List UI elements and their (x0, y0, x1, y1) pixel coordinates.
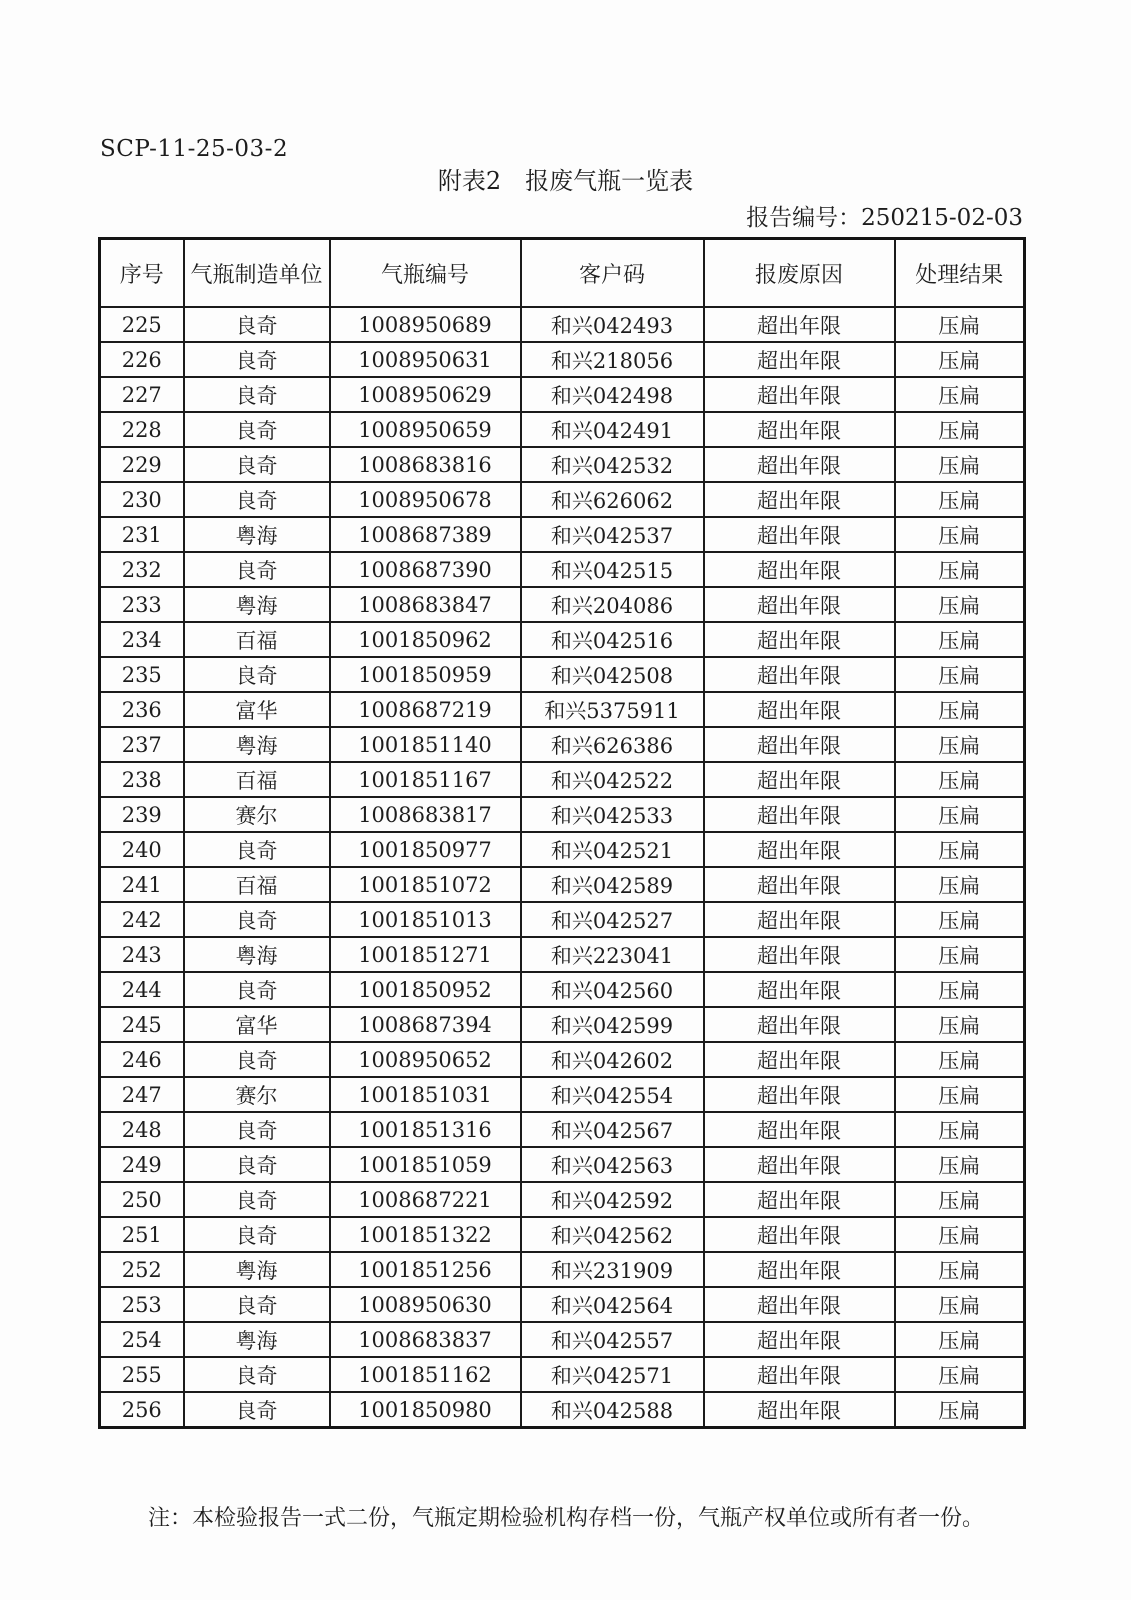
cell-scrap-reason: 超出年限 (704, 1392, 895, 1428)
cell-scrap-reason: 超出年限 (704, 972, 895, 1007)
cell-customer-code: 和兴042491 (521, 412, 704, 447)
table-row (100, 552, 1025, 587)
table-row (100, 727, 1025, 762)
page-title: 附表2 报废气瓶一览表 (437, 167, 694, 195)
cell-scrap-reason: 超出年限 (704, 552, 895, 587)
cell-serial: 233 (100, 587, 184, 622)
cell-result: 压扁 (895, 342, 1025, 377)
cell-cylinder-no: 1001851031 (330, 1077, 521, 1112)
cell-result: 压扁 (895, 552, 1025, 587)
cell-result: 压扁 (895, 1357, 1025, 1392)
table-row (100, 657, 1025, 692)
cell-result: 压扁 (895, 412, 1025, 447)
cell-manufacturer: 粤海 (184, 937, 330, 972)
cell-scrap-reason: 超出年限 (704, 867, 895, 902)
cell-serial: 255 (100, 1357, 184, 1392)
cell-serial: 247 (100, 1077, 184, 1112)
cell-scrap-reason: 超出年限 (704, 797, 895, 832)
cell-scrap-reason: 超出年限 (704, 1182, 895, 1217)
col-header-scrap-reason: 报废原因 (704, 239, 895, 308)
cell-cylinder-no: 1008683817 (330, 797, 521, 832)
table-row (100, 1042, 1025, 1077)
cell-serial: 226 (100, 342, 184, 377)
cell-customer-code: 和兴042527 (521, 902, 704, 937)
cell-manufacturer: 粤海 (184, 1322, 330, 1357)
cell-cylinder-no: 1008687389 (330, 517, 521, 552)
cell-scrap-reason: 超出年限 (704, 1077, 895, 1112)
cell-cylinder-no: 1001851059 (330, 1147, 521, 1182)
table-row (100, 1077, 1025, 1112)
cell-cylinder-no: 1001851316 (330, 1112, 521, 1147)
cell-cylinder-no: 1001851322 (330, 1217, 521, 1252)
cell-serial: 227 (100, 377, 184, 412)
cell-serial: 243 (100, 937, 184, 972)
cell-scrap-reason: 超出年限 (704, 1112, 895, 1147)
cell-manufacturer: 良奇 (184, 307, 330, 342)
table-row (100, 1322, 1025, 1357)
cell-scrap-reason: 超出年限 (704, 657, 895, 692)
cell-manufacturer: 良奇 (184, 1357, 330, 1392)
cell-scrap-reason: 超出年限 (704, 1147, 895, 1182)
cell-manufacturer: 良奇 (184, 1287, 330, 1322)
cell-serial: 253 (100, 1287, 184, 1322)
table-row (100, 307, 1025, 342)
cell-manufacturer: 百福 (184, 867, 330, 902)
cell-manufacturer: 良奇 (184, 447, 330, 482)
table-row (100, 1182, 1025, 1217)
cell-serial: 249 (100, 1147, 184, 1182)
cell-scrap-reason: 超出年限 (704, 1322, 895, 1357)
cell-result: 压扁 (895, 1147, 1025, 1182)
cell-serial: 256 (100, 1392, 184, 1428)
cell-result: 压扁 (895, 902, 1025, 937)
cell-result: 压扁 (895, 1287, 1025, 1322)
cell-result: 压扁 (895, 797, 1025, 832)
cell-customer-code: 和兴042533 (521, 797, 704, 832)
cell-customer-code: 和兴042571 (521, 1357, 704, 1392)
cell-result: 压扁 (895, 1322, 1025, 1357)
cell-serial: 248 (100, 1112, 184, 1147)
cell-customer-code: 和兴042554 (521, 1077, 704, 1112)
cell-scrap-reason: 超出年限 (704, 1007, 895, 1042)
cell-manufacturer: 粤海 (184, 727, 330, 762)
cell-scrap-reason: 超出年限 (704, 762, 895, 797)
cell-customer-code: 和兴042493 (521, 307, 704, 342)
cell-result: 压扁 (895, 1007, 1025, 1042)
cell-result: 压扁 (895, 307, 1025, 342)
table-row (100, 797, 1025, 832)
cell-result: 压扁 (895, 1042, 1025, 1077)
cell-cylinder-no: 1001851167 (330, 762, 521, 797)
table-body (100, 307, 1025, 1428)
cell-customer-code: 和兴042560 (521, 972, 704, 1007)
table-row (100, 517, 1025, 552)
cell-result: 压扁 (895, 727, 1025, 762)
cell-result: 压扁 (895, 832, 1025, 867)
cell-scrap-reason: 超出年限 (704, 622, 895, 657)
cell-result: 压扁 (895, 657, 1025, 692)
cell-customer-code: 和兴042537 (521, 517, 704, 552)
cell-serial: 239 (100, 797, 184, 832)
cell-customer-code: 和兴042508 (521, 657, 704, 692)
cell-scrap-reason: 超出年限 (704, 727, 895, 762)
cell-serial: 230 (100, 482, 184, 517)
table-row (100, 587, 1025, 622)
document-code: SCP-11-25-03-2 (100, 136, 289, 162)
footnote: 注：本检验报告一式二份，气瓶定期检验机构存档一份，气瓶产权单位或所有者一份。 (148, 1506, 985, 1531)
cell-customer-code: 和兴042522 (521, 762, 704, 797)
cell-manufacturer: 赛尔 (184, 797, 330, 832)
cell-scrap-reason: 超出年限 (704, 517, 895, 552)
cell-customer-code: 和兴626386 (521, 727, 704, 762)
col-header-result: 处理结果 (895, 239, 1025, 308)
cell-customer-code: 和兴042557 (521, 1322, 704, 1357)
cell-manufacturer: 良奇 (184, 1217, 330, 1252)
cell-scrap-reason: 超出年限 (704, 342, 895, 377)
cell-serial: 240 (100, 832, 184, 867)
cell-manufacturer: 良奇 (184, 412, 330, 447)
table-row (100, 412, 1025, 447)
cell-manufacturer: 良奇 (184, 342, 330, 377)
cell-customer-code: 和兴223041 (521, 937, 704, 972)
table-row (100, 482, 1025, 517)
cell-customer-code: 和兴626062 (521, 482, 704, 517)
cell-scrap-reason: 超出年限 (704, 482, 895, 517)
cell-manufacturer: 粤海 (184, 587, 330, 622)
cell-cylinder-no: 1008950631 (330, 342, 521, 377)
cell-manufacturer: 良奇 (184, 1182, 330, 1217)
table-row (100, 832, 1025, 867)
table-row (100, 1357, 1025, 1392)
table-row (100, 622, 1025, 657)
cell-scrap-reason: 超出年限 (704, 1042, 895, 1077)
table-row (100, 1217, 1025, 1252)
cell-serial: 231 (100, 517, 184, 552)
report-number-value: 250215-02-03 (861, 205, 1023, 231)
cell-manufacturer: 良奇 (184, 1147, 330, 1182)
cell-scrap-reason: 超出年限 (704, 307, 895, 342)
cell-cylinder-no: 1008950678 (330, 482, 521, 517)
cell-manufacturer: 良奇 (184, 1112, 330, 1147)
cell-result: 压扁 (895, 622, 1025, 657)
cell-scrap-reason: 超出年限 (704, 1252, 895, 1287)
cell-customer-code: 和兴042516 (521, 622, 704, 657)
cell-serial: 228 (100, 412, 184, 447)
cell-customer-code: 和兴042592 (521, 1182, 704, 1217)
cell-result: 压扁 (895, 1182, 1025, 1217)
cell-cylinder-no: 1008950629 (330, 377, 521, 412)
col-header-manufacturer: 气瓶制造单位 (184, 239, 330, 308)
cell-customer-code: 和兴042521 (521, 832, 704, 867)
report-number (746, 199, 1023, 232)
cell-cylinder-no: 1001850977 (330, 832, 521, 867)
cell-cylinder-no: 1001851013 (330, 902, 521, 937)
cell-serial: 236 (100, 692, 184, 727)
cell-scrap-reason: 超出年限 (704, 832, 895, 867)
cell-manufacturer: 良奇 (184, 377, 330, 412)
cell-manufacturer: 良奇 (184, 657, 330, 692)
cell-manufacturer: 赛尔 (184, 1077, 330, 1112)
cell-scrap-reason: 超出年限 (704, 377, 895, 412)
cell-scrap-reason: 超出年限 (704, 1287, 895, 1322)
cell-manufacturer: 良奇 (184, 482, 330, 517)
cell-customer-code: 和兴5375911 (521, 692, 704, 727)
cell-customer-code: 和兴042589 (521, 867, 704, 902)
cell-manufacturer: 富华 (184, 692, 330, 727)
col-header-cylinder-no: 气瓶编号 (330, 239, 521, 308)
cell-cylinder-no: 1001850962 (330, 622, 521, 657)
cell-scrap-reason: 超出年限 (704, 412, 895, 447)
cell-manufacturer: 粤海 (184, 1252, 330, 1287)
table-row (100, 377, 1025, 412)
cell-manufacturer: 良奇 (184, 902, 330, 937)
cell-cylinder-no: 1001851162 (330, 1357, 521, 1392)
cell-result: 压扁 (895, 762, 1025, 797)
col-header-serial: 序号 (100, 239, 184, 308)
cell-cylinder-no: 1001851256 (330, 1252, 521, 1287)
cell-cylinder-no: 1008687390 (330, 552, 521, 587)
cell-manufacturer: 良奇 (184, 1392, 330, 1428)
cell-result: 压扁 (895, 1217, 1025, 1252)
cell-cylinder-no: 1001851072 (330, 867, 521, 902)
col-header-customer-code: 客户码 (521, 239, 704, 308)
table-row (100, 937, 1025, 972)
cell-manufacturer: 富华 (184, 1007, 330, 1042)
cell-result: 压扁 (895, 517, 1025, 552)
cell-scrap-reason: 超出年限 (704, 1357, 895, 1392)
cell-cylinder-no: 1001850959 (330, 657, 521, 692)
cell-serial: 254 (100, 1322, 184, 1357)
cell-cylinder-no: 1008687221 (330, 1182, 521, 1217)
cell-result: 压扁 (895, 377, 1025, 412)
cell-scrap-reason: 超出年限 (704, 1217, 895, 1252)
cell-serial: 225 (100, 307, 184, 342)
cell-customer-code: 和兴042562 (521, 1217, 704, 1252)
table-row (100, 447, 1025, 482)
cell-result: 压扁 (895, 972, 1025, 1007)
cell-serial: 238 (100, 762, 184, 797)
cell-customer-code: 和兴042498 (521, 377, 704, 412)
cell-result: 压扁 (895, 1252, 1025, 1287)
cell-customer-code: 和兴204086 (521, 587, 704, 622)
cell-customer-code: 和兴042563 (521, 1147, 704, 1182)
cell-cylinder-no: 1008950652 (330, 1042, 521, 1077)
cell-manufacturer: 良奇 (184, 552, 330, 587)
cell-scrap-reason: 超出年限 (704, 447, 895, 482)
cell-result: 压扁 (895, 1077, 1025, 1112)
table-row (100, 972, 1025, 1007)
cell-customer-code: 和兴042602 (521, 1042, 704, 1077)
cell-customer-code: 和兴042532 (521, 447, 704, 482)
cell-customer-code: 和兴042567 (521, 1112, 704, 1147)
cell-customer-code: 和兴042588 (521, 1392, 704, 1428)
table-row (100, 1252, 1025, 1287)
cell-cylinder-no: 1008950659 (330, 412, 521, 447)
table-row (100, 1287, 1025, 1322)
cell-customer-code: 和兴042515 (521, 552, 704, 587)
cell-scrap-reason: 超出年限 (704, 902, 895, 937)
cell-manufacturer: 良奇 (184, 1042, 330, 1077)
cell-serial: 234 (100, 622, 184, 657)
cell-serial: 245 (100, 1007, 184, 1042)
table-row (100, 867, 1025, 902)
table-row (100, 762, 1025, 797)
table-row (100, 1007, 1025, 1042)
cell-result: 压扁 (895, 447, 1025, 482)
cell-serial: 241 (100, 867, 184, 902)
cell-result: 压扁 (895, 1392, 1025, 1428)
cell-result: 压扁 (895, 692, 1025, 727)
cell-manufacturer: 粤海 (184, 517, 330, 552)
cell-cylinder-no: 1008950630 (330, 1287, 521, 1322)
cell-serial: 246 (100, 1042, 184, 1077)
cell-cylinder-no: 1001851271 (330, 937, 521, 972)
cell-manufacturer: 百福 (184, 762, 330, 797)
cell-customer-code: 和兴042599 (521, 1007, 704, 1042)
cell-cylinder-no: 1008683837 (330, 1322, 521, 1357)
cell-serial: 244 (100, 972, 184, 1007)
table-row (100, 692, 1025, 727)
table-row (100, 1112, 1025, 1147)
cell-scrap-reason: 超出年限 (704, 692, 895, 727)
cell-cylinder-no: 1008950689 (330, 307, 521, 342)
cell-cylinder-no: 1001851140 (330, 727, 521, 762)
cell-serial: 237 (100, 727, 184, 762)
cell-result: 压扁 (895, 482, 1025, 517)
cell-cylinder-no: 1008683816 (330, 447, 521, 482)
cell-serial: 252 (100, 1252, 184, 1287)
cell-manufacturer: 良奇 (184, 972, 330, 1007)
cell-serial: 235 (100, 657, 184, 692)
cell-customer-code: 和兴218056 (521, 342, 704, 377)
table-row (100, 902, 1025, 937)
cell-scrap-reason: 超出年限 (704, 587, 895, 622)
cell-manufacturer: 百福 (184, 622, 330, 657)
cell-result: 压扁 (895, 867, 1025, 902)
table-row (100, 1392, 1025, 1428)
scrapped-cylinders-table (98, 237, 1026, 1429)
cell-scrap-reason: 超出年限 (704, 937, 895, 972)
table-row (100, 342, 1025, 377)
cell-serial: 250 (100, 1182, 184, 1217)
cell-manufacturer: 良奇 (184, 832, 330, 867)
cell-customer-code: 和兴042564 (521, 1287, 704, 1322)
cell-cylinder-no: 1001850952 (330, 972, 521, 1007)
cell-result: 压扁 (895, 587, 1025, 622)
cell-result: 压扁 (895, 1112, 1025, 1147)
cell-cylinder-no: 1008687394 (330, 1007, 521, 1042)
cell-serial: 251 (100, 1217, 184, 1252)
cell-result: 压扁 (895, 937, 1025, 972)
cell-customer-code: 和兴231909 (521, 1252, 704, 1287)
table-header-row (100, 239, 1025, 308)
table-row (100, 1147, 1025, 1182)
cell-cylinder-no: 1008687219 (330, 692, 521, 727)
cell-cylinder-no: 1008683847 (330, 587, 521, 622)
cell-serial: 242 (100, 902, 184, 937)
report-number-label: 报告编号： (746, 205, 862, 231)
cell-serial: 229 (100, 447, 184, 482)
cell-serial: 232 (100, 552, 184, 587)
cell-cylinder-no: 1001850980 (330, 1392, 521, 1428)
